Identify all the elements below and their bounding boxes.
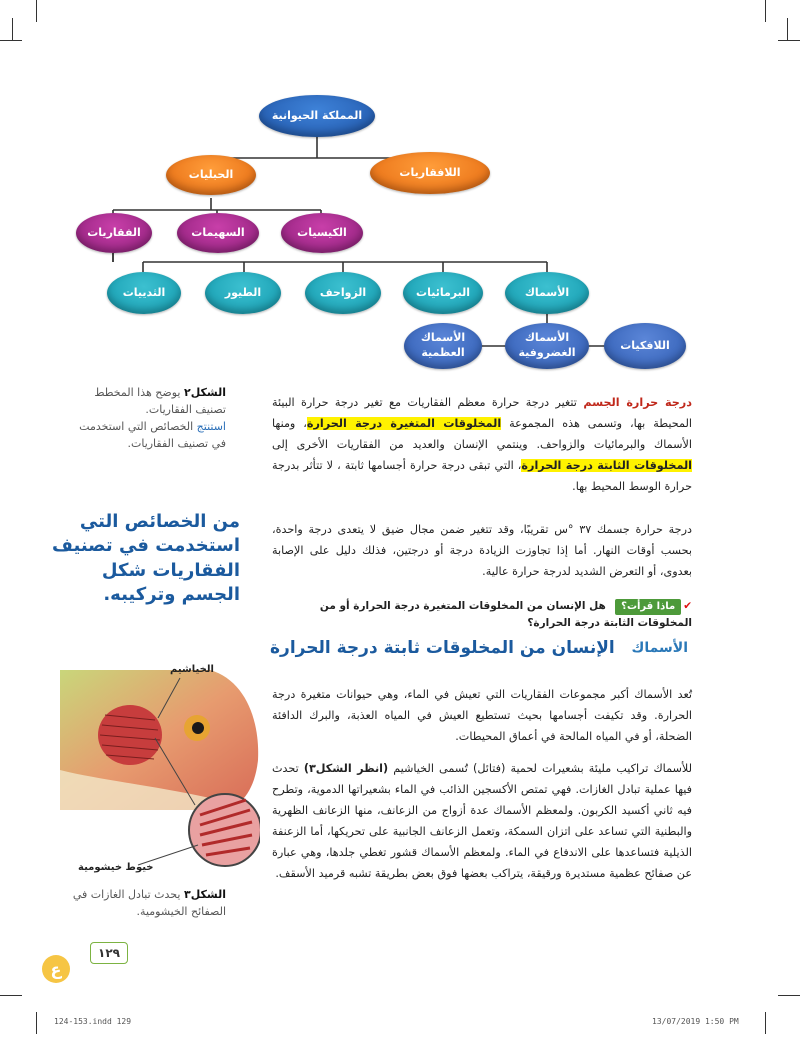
figure2-label: الشكل٢ — [183, 386, 226, 399]
checkmark-icon: ✔ — [683, 600, 692, 612]
crop-mark — [36, 1012, 37, 1034]
paragraph-human-temperature: درجة حرارة جسمك ٣٧ °س تقريبًا، وقد تتغير ضمن مجال ضيق لا يتعدى درجة واحدة، بحسب أوقات النهار. أما إذا تجاوزت الزيادة درجة أو درجتين، فذلك دليل على الإصابة بعدوى، أو التعرض الشديد لدرجة حرارة عالية. — [272, 523, 692, 579]
node-chordates — [166, 155, 256, 195]
node-label: اللافكيات — [620, 338, 670, 352]
node-birds — [205, 272, 281, 314]
label-gill-filaments: خيوط خيشومية — [78, 862, 154, 873]
figure2-caption — [66, 384, 226, 452]
node-label: البرمائيات — [416, 285, 470, 299]
node-invertebrates — [370, 152, 490, 194]
figure2-infer-label: استنتج — [196, 420, 226, 434]
node-label: الحبليات — [188, 167, 234, 181]
reading-check — [272, 598, 692, 632]
node-reptiles — [305, 272, 381, 314]
node-bony-fish — [404, 323, 482, 369]
figure2-text: يوضح هذا المخطط تصنيف الفقاريات. — [94, 386, 226, 417]
vertebrate-classification-diagram — [0, 0, 800, 380]
figure3-caption — [66, 886, 226, 920]
paragraph-body-temperature — [272, 392, 692, 497]
publisher-logo-icon: ع — [42, 955, 70, 983]
node-label: الثدييات — [122, 285, 166, 299]
highlight-ectotherms: المخلوقات المتغيرة درجة الحرارة — [306, 417, 502, 431]
paragraph-text: تتغير درجة حرارة معظم الفقاريات مع تغير درجة حرارة البيئة المحيطة بها، وتسمى هذه المجموعة — [272, 396, 692, 431]
node-jawless-fish — [604, 323, 686, 369]
node-vertebrates — [76, 213, 152, 253]
node-tunicates — [281, 213, 363, 253]
highlight-endotherms: المخلوقات الثابتة درجة الحرارة — [521, 459, 692, 473]
footer-file-info: 124-153.indd 129 — [54, 1017, 132, 1026]
node-label: الطيور — [224, 285, 262, 299]
fish-gill-illustration — [60, 660, 260, 880]
node-label: الزواحف — [319, 285, 367, 299]
node-lancelets — [177, 213, 259, 253]
node-label: الأسماك الغضروفية — [518, 331, 576, 359]
node-mammals — [107, 272, 181, 314]
node-label: الكيسيات — [297, 225, 347, 239]
paragraph-text: ، ومنها الأسماك والبرمائيات والزواحف. وينتمي الإنسان والعديد من الفقاريات الأخرى إلى — [272, 417, 692, 452]
node-label: المملكة الحيوانية — [271, 108, 363, 122]
node-label: الأسماك العظمية — [420, 331, 466, 359]
paragraph-text: تحدث فيها عملية تبادل الغازات. فهي تمتص الأكسجين الذائب في الماء بشعيراتها الدموية، وتطرح فيه ثاني أكسيد الكربون. ولمعظم الأسماك عدة أزواج من الزعانف، منها الزعانف الظهرية والبطنية التي تساعد على اتزان السمكة، وتعمل الزعانف الجانبية على تحريكها، أما الزعنفة الذيلية فتساعدها على الاندفاع في الماء. ولمعظم الأسماك قشور تغطي جلدها، وهي عبارة عن صفائح عظمية مستديرة ورقيقة، يتراكب بعضها فوق بعض بطريقة تشبه قرميد الأسقف. — [272, 762, 692, 881]
paragraph-fish-intro: تُعد الأسماك أكبر مجموعات الفقاريات التي تعيش في الماء، وهي حيوانات متغيرة درجة الحرارة. وقد تكيفت أجسامها بحيث تستطيع العيش في المياه العذبة، والبرك الدافئة الضحلة، أو في المياه المالحة في أعماق المحيطات. — [272, 688, 692, 744]
node-label: اللافقاريات — [399, 165, 461, 179]
crop-mark — [0, 995, 22, 996]
paragraph-text: للأسماك تراكيب مليئة بشعيرات لحمية (فتائل) تُسمى الخياشيم — [393, 762, 692, 775]
section-title-fish: الأسماك — [631, 640, 688, 656]
paragraph-fish-gills — [272, 758, 692, 884]
figure3-label: الشكل٣ — [183, 888, 226, 901]
fish-head-drawing — [60, 660, 260, 880]
reading-check-badge: ماذا قرأت؟ — [615, 599, 681, 615]
handwritten-answer-banner: الإنسان من المخلوقات ثابتة درجة الحرارة — [270, 638, 615, 658]
figure3-text: يحدث تبادل الغازات في الصفائح الخيشومية. — [72, 888, 226, 919]
reading-check-question: هل الإنسان من المخلوقات المتغيرة درجة الحرارة أو من المخلوقات الثابتة درجة الحرارة؟ — [319, 600, 692, 629]
node-label: السهيمات — [191, 225, 245, 239]
paragraph-text: ، التي تبقى درجة حرارة أجسامها ثابتة ، لا تتأثر بدرجة حرارة الوسط المحيط بها. — [272, 459, 692, 494]
crop-mark — [778, 995, 800, 996]
handwritten-answer-note: من الخصائص التي استخدمت في تصنيف الفقاريات شكل الجسم وتركيبه. — [52, 511, 240, 605]
label-gills: الخياشيم — [170, 664, 214, 675]
footer-timestamp: 13/07/2019 1:50 PM — [652, 1017, 739, 1026]
figure2-infer-text: الخصائص التي استخدمت في تصنيف الفقاريات. — [79, 420, 226, 451]
term-body-temperature: درجة حرارة الجسم — [583, 396, 692, 409]
node-label: الفقاريات — [87, 225, 141, 239]
node-cartilaginous-fish — [505, 323, 589, 369]
node-animal-kingdom — [259, 95, 375, 137]
node-label: الأسماك — [524, 285, 570, 299]
figure3-reference: (انظر الشكل٣) — [303, 762, 389, 775]
node-fish — [505, 272, 589, 314]
node-amphibians — [403, 272, 483, 314]
page-number: ١٢٩ — [90, 942, 128, 964]
crop-mark — [765, 1012, 766, 1034]
